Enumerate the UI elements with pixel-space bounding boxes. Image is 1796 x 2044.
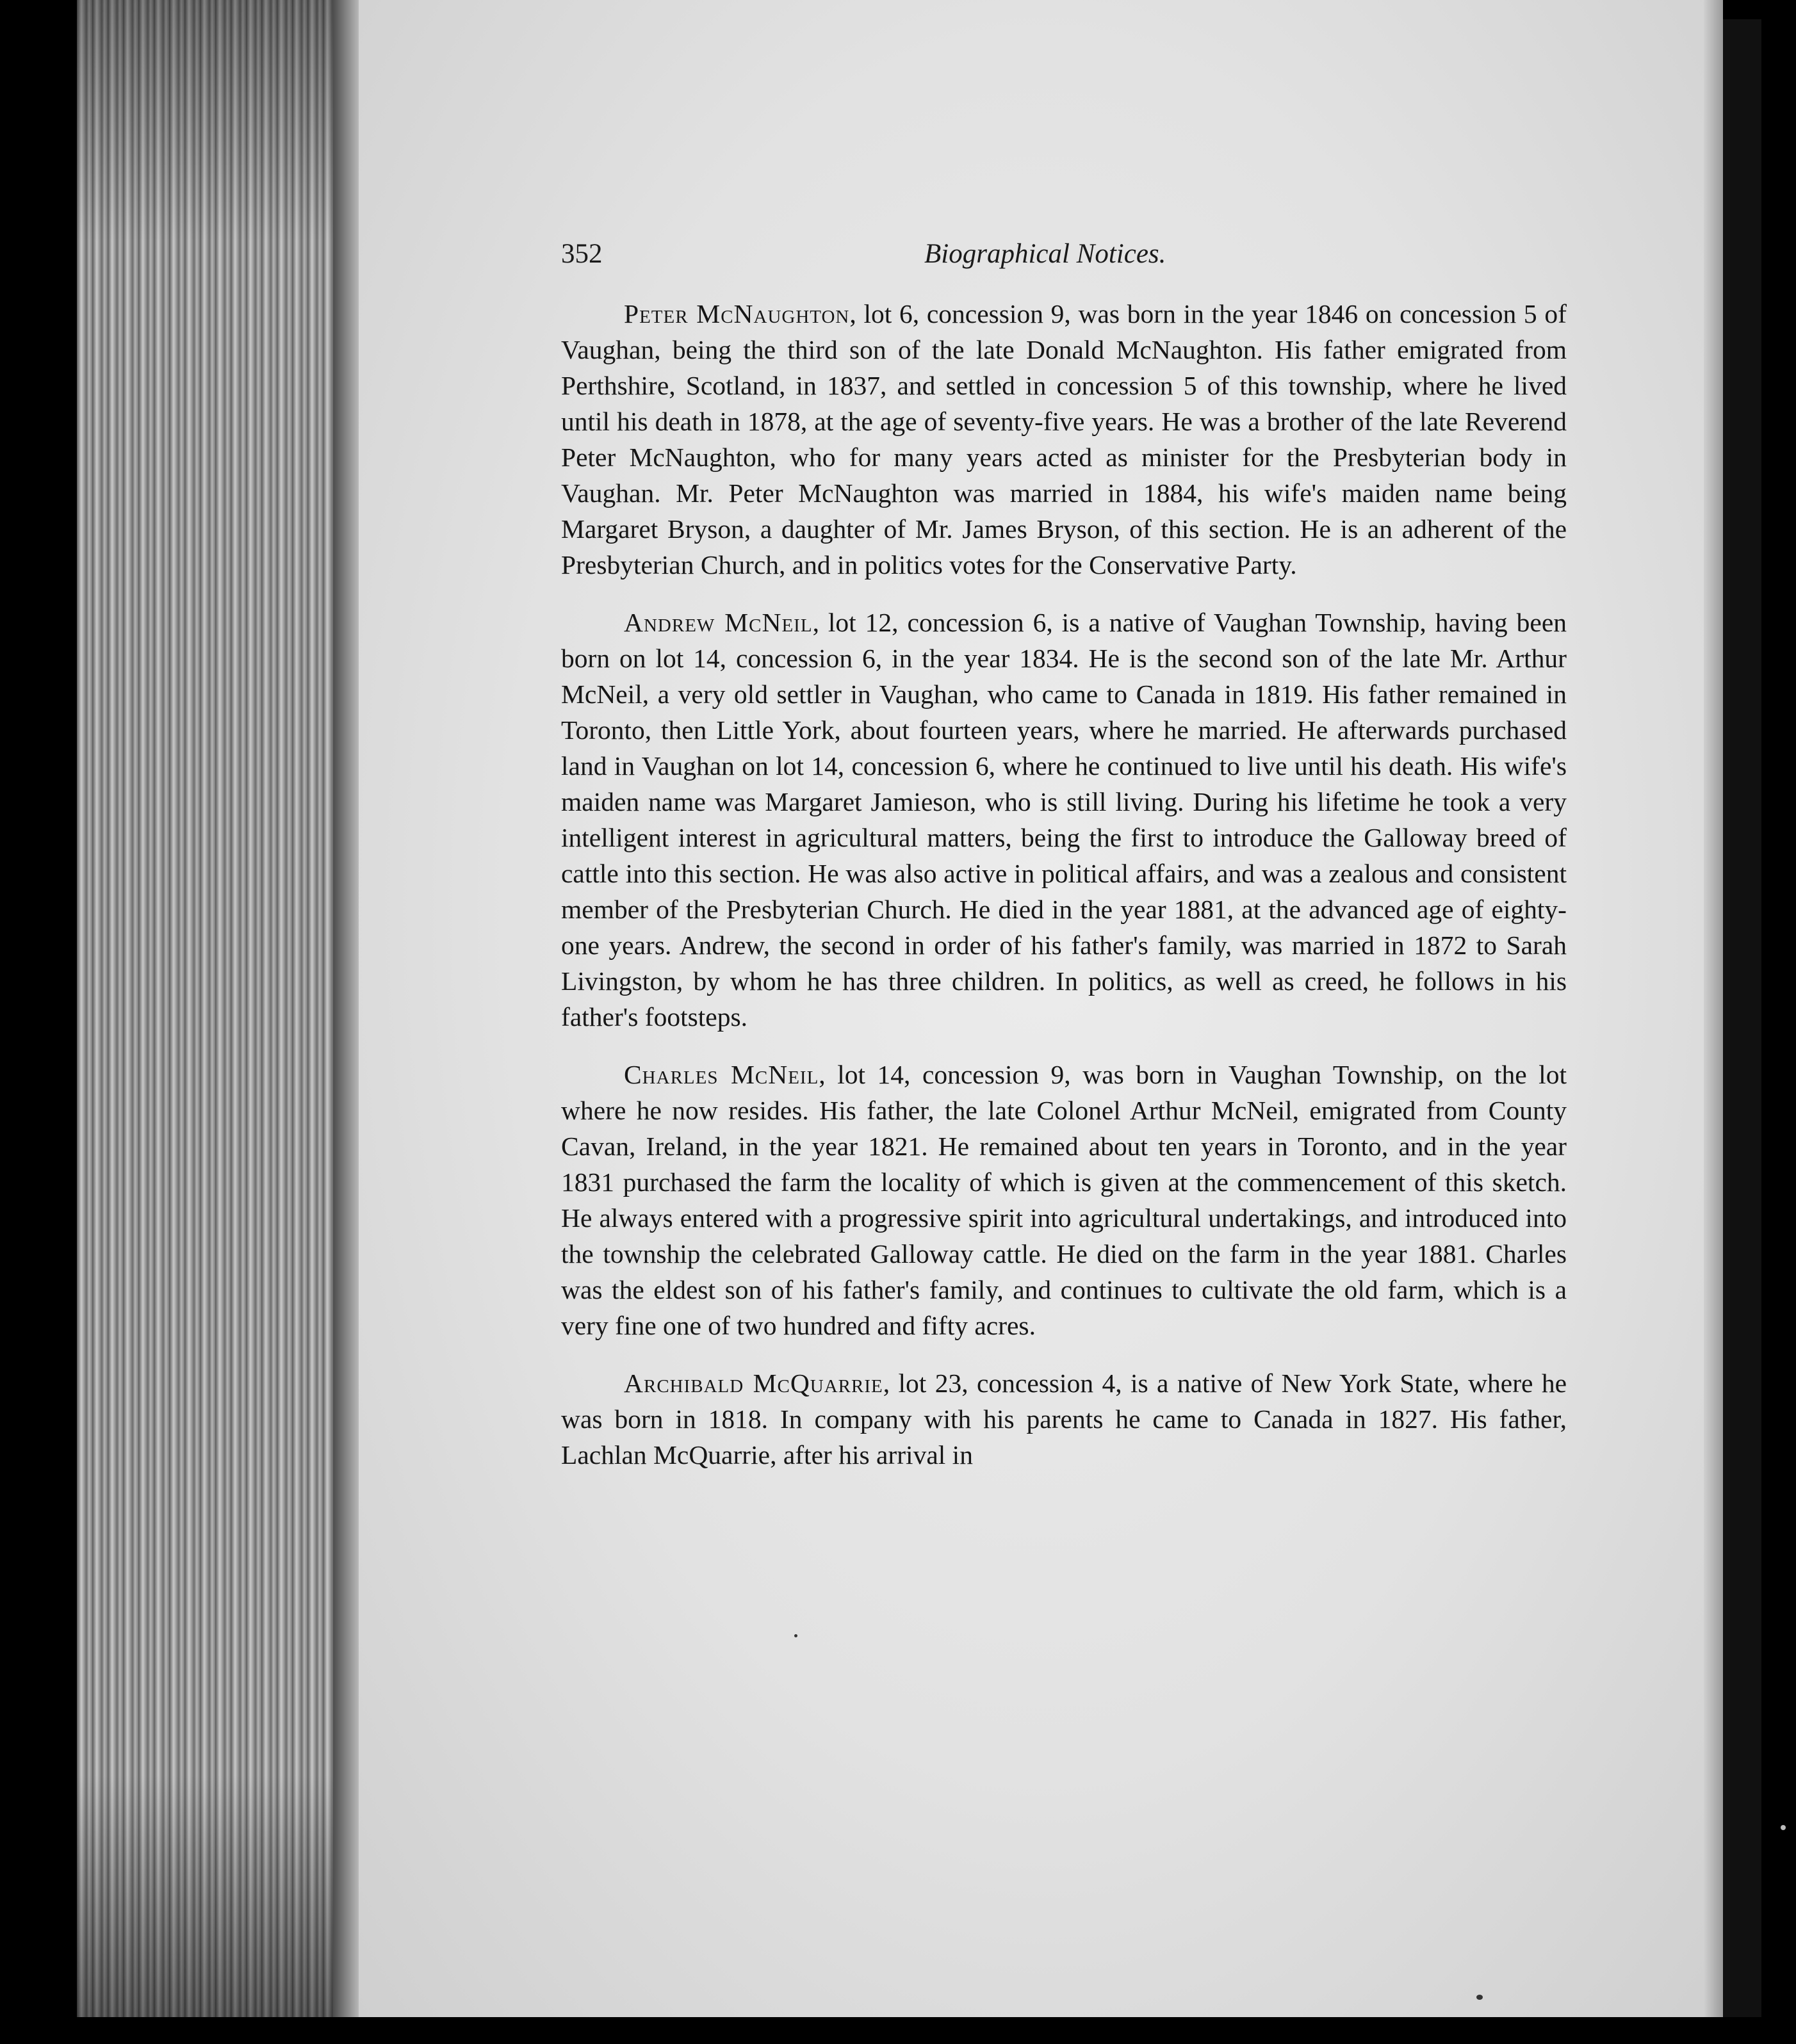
entry-text: , lot 23, concession 4, is a native of New York State, where he was born in 1818. In company with his parents he came to Canada in 1827. His father, Lachlan McQuarrie, after his arrival in	[561, 1368, 1567, 1470]
right-page-edge	[1704, 0, 1723, 2017]
dust-speck	[1476, 1995, 1483, 2000]
running-head	[561, 238, 1221, 283]
entry-text: , lot 12, concession 6, is a native of Vaughan Township, having been born on lot 14, concession 6, in the year 1834. He is the second son of the late Mr. Arthur McNeil, a very old settler in Vaughan, who came to Canada in 1819. His father remained in Toronto, then Little York, about fourteen years, where he married. He afterwards purchased land in Vaughan on lot 14, concession 6, where he continued to live until his death. His wife's maiden name was Margaret Jamieson, who is still living. During his lifetime he took a very intelligent interest in agricultural matters, being the first to introduce the Galloway breed of cattle into this section. He was also active in political affairs, and was a zealous and consistent member of the Presbyterian Church. He died in the year 1881, at the advanced age of eighty-one years. Andrew, the second in order of his father's family, was married in 1872 to Sarah Livingston, by whom he has three children. In politics, as well as creed, he follows in his father's footsteps.	[561, 608, 1567, 1032]
entry-peter-mcnaughton	[561, 296, 1567, 583]
entry-text: , lot 6, concession 9, was born in the year 1846 on concession 5 of Vaughan, being the third son of the late Donald McNaughton. His father emigrated from Perthshire, Scotland, in 1837, and settled in concession 5 of this township, where he lived until his death in 1878, at the age of seventy-five years. He was a brother of the late Reverend Peter McNaughton, who for many years acted as minister for the Presbyterian body in Vaughan. Mr. Peter McNaughton was married in 1884, his wife's maiden name being Margaret Bryson, a daughter of Mr. James Bryson, of this section. He is an adherent of the Presbyterian Church, and in politics votes for the Conservative Party.	[561, 299, 1567, 580]
entry-archibald-mcquarrie	[561, 1365, 1567, 1473]
entry-name: Andrew McNeil	[624, 608, 813, 637]
body-text	[561, 296, 1567, 1495]
running-title: Biographical Notices.	[924, 239, 1166, 269]
page-number: 352	[561, 239, 603, 269]
entry-name: Peter McNaughton	[624, 299, 850, 328]
dust-speck	[794, 1634, 797, 1637]
entry-charles-mcneil	[561, 1057, 1567, 1343]
entry-text: , lot 14, concession 9, was born in Vaughan Township, on the lot where he now resides. His father, the late Colonel Arthur McNeil, emigrated from County Cavan, Ireland, in the year 1821. He remained about ten years in Toronto, and in the year 1831 purchased the farm the locality of which is given at the commencement of this sketch. He always entered with a progressive spirit into agricultural undertakings, and introduced into the township the celebrated Galloway cattle. He died on the farm in the year 1881. Charles was the eldest son of his father's family, and continues to cultivate the old farm, which is a very fine one of two hundred and fifty acres.	[561, 1060, 1567, 1340]
entry-name: Charles McNeil	[624, 1060, 819, 1089]
book-page-edges	[77, 0, 352, 2017]
dust-speck	[1781, 1825, 1786, 1830]
entry-andrew-mcneil	[561, 604, 1567, 1035]
entry-name: Archibald McQuarrie	[624, 1368, 883, 1398]
facing-page-edge	[1723, 19, 1761, 2017]
